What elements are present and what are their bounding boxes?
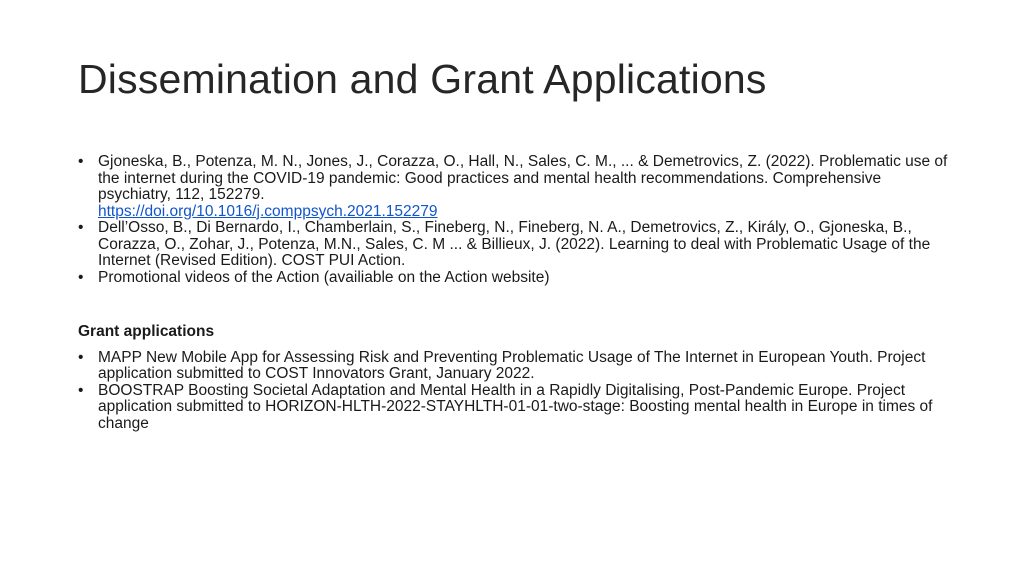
publication-text: Gjoneska, B., Potenza, M. N., Jones, J., Corazza, O., Hall, N., Sales, C. M., ... & Demetrovics, Z. (2022). Problematic use of the internet during the COVID-19 pandemic: Good practices and mental health recommendations. Comprehensive psychiatry, 112, 152279. [98, 153, 948, 203]
grant-applications-heading: Grant applications [78, 323, 215, 340]
bullet-icon: • [78, 153, 84, 170]
grant-item [78, 383, 958, 433]
bullet-icon: • [78, 381, 84, 399]
publication-item [78, 154, 958, 220]
publications-list [78, 154, 958, 286]
slide-content [78, 154, 958, 432]
grant-text: BOOSTRAP Boosting Societal Adaptation and Mental Health in a Rapidly Digitalising, Post-Pandemic Europe. Project application submitted to HORIZON-HLTH-2022-STAYHLTH-01-01-two-stage: Boosting mental health in Europe in times of change [98, 381, 933, 432]
grant-item [78, 350, 958, 383]
publication-item [78, 220, 958, 270]
bullet-icon: • [78, 348, 84, 366]
publication-text: Dell’Osso, B., Di Bernardo, I., Chamberlain, S., Fineberg, N., Fineberg, N. A., Demetrovics, Z., Király, O., Gjoneska, B., Corazza, O., Zohar, J., Potenza, M.N., Sales, C. M ... & Billieux, J. (2022). Learning to deal with Problematic Usage of the Internet (Revised Edition). COST PUI Action. [98, 219, 931, 269]
slide-title: Dissemination and Grant Applications [78, 56, 767, 102]
publication-item [78, 270, 958, 287]
doi-link[interactable]: https://doi.org/10.1016/j.comppsych.2021.152279 [98, 202, 438, 220]
bullet-icon: • [78, 268, 84, 286]
grants-list [78, 350, 958, 433]
bullet-icon: • [78, 219, 84, 236]
publication-text: Promotional videos of the Action (availiable on the Action website) [98, 268, 550, 286]
grant-text: MAPP New Mobile App for Assessing Risk and Preventing Problematic Usage of The Internet in European Youth. Project application submitted to COST Innovators Grant, January 2022. [98, 348, 926, 382]
